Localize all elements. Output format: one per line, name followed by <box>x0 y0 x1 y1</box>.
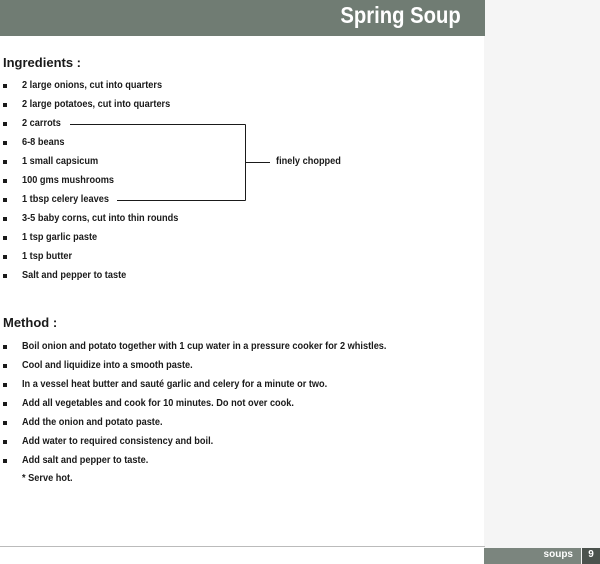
footer-section-label: soups <box>543 549 573 560</box>
bullet-icon <box>3 383 7 387</box>
bullet-icon <box>3 345 7 349</box>
page-number: 9 <box>588 549 594 560</box>
ingredients-heading: Ingredients : <box>3 55 82 70</box>
recipe-page: Spring Soup Ingredients : 2 large onions, cut into quarters 2 large potatoes, cut into quarters 2 carrots 6-8 beans 1 small capsicum 100 gms mushrooms 1 tbsp celery leaves 3-5 baby corns, cut into thin rounds 1 tsp garlic paste 1 tsp butter Salt and pepper to taste finely chopped Method : Boil onion and potato together with 1 cup water in a pressure cooker for 2 whistles. Cool and liquidize into a smooth paste. In a vessel heat butter and sauté garlic and celery for a minute or two. Add all vegetables and cook for 10 minutes. Do not over cook. Add the onion and potato paste. Add water to required consistency and boil. Add salt and pepper to taste. * Serve hot. soups 9 <box>0 0 600 564</box>
bullet-icon <box>3 402 7 406</box>
bracket-note: finely chopped <box>276 156 341 167</box>
footer-section-tab <box>484 548 581 564</box>
page-title: Spring Soup <box>340 2 461 28</box>
method-heading: Method : <box>3 315 58 330</box>
bullet-icon <box>3 364 7 368</box>
bullet-icon <box>3 421 7 425</box>
serve-note: * Serve hot. <box>22 473 73 484</box>
bullet-icon <box>3 440 7 444</box>
footer-rule <box>0 546 485 547</box>
bullet-icon <box>3 459 7 463</box>
footer-page-tab <box>582 548 600 564</box>
